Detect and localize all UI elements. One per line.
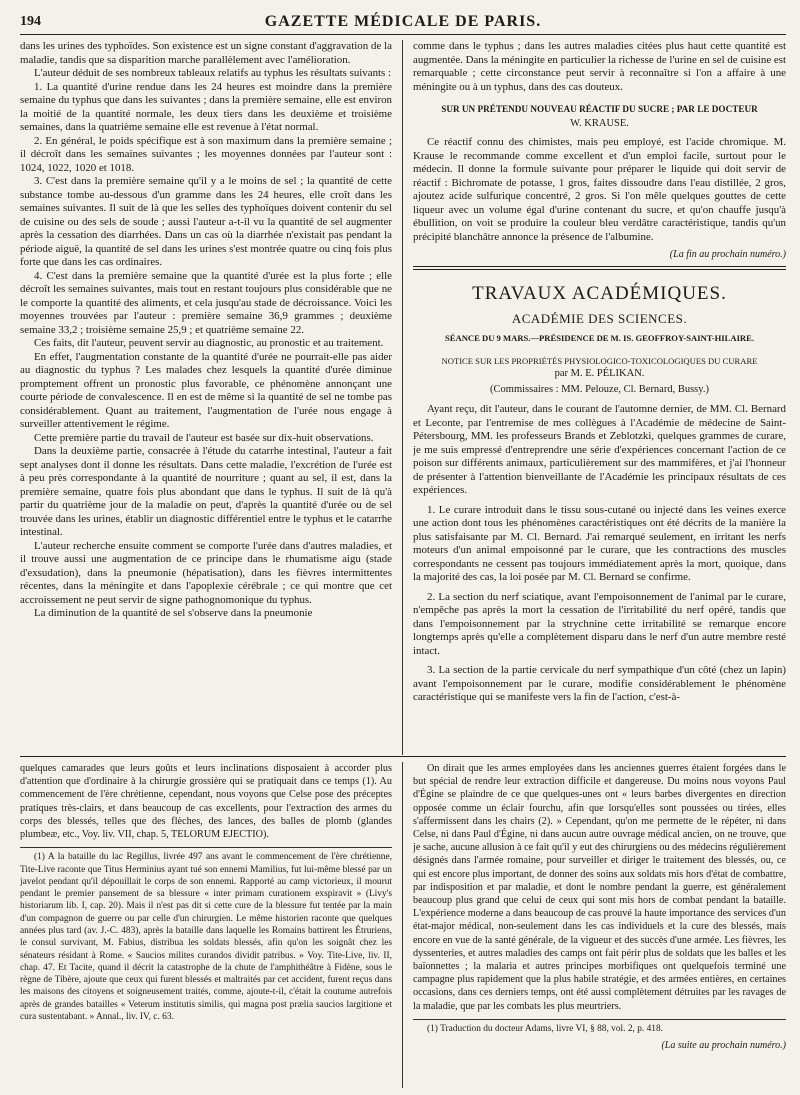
paragraph: 2. La section du nerf sciatique, avant l'empoisonnement de l'animal par le curare, n'empêche pas après la mort la cessation de l'irritabilité du nerf opéré, tandis que dans l'empoisonnement par la strychnine cette irritabilité se remarque encore longtemps après qu'elle a complètement disparu dans le nerf d'un autre membre resté intact. xyxy=(413,590,786,657)
section-paragraph: Ce réactif connu des chimistes, mais peu employé, est l'acide chromique. M. Krause le recommande comme excellent et d'un emploi facile, surtout pour le médecin. Il donne la formule suivante pour préparer le liquide qui doit servir de réactif : Bichromate de potasse, 1 gros, faites dissoudre dans l'eau distillée, 2 gros, ajoutez acide sulfurique concentré, 2 gros. Si l'on mêle quelques gouttes de cette liqueur avec un volume égal d'urine contenant du sucre, et qu'on chauffe jusqu'à ébullition, on voit se produire la couleur bleu verdâtre caractéristique, tandis qu'un précipité blanchâtre annonce la présence de l'albumine. xyxy=(413,136,786,243)
column-divider xyxy=(402,762,403,1088)
paragraph: 3. La section de la partie cervicale du nerf sympathique d'un côté (chez un lapin) avant l'empoisonnement par le curare, modifie considérablement le phénomène caractéristique qui se manifeste vers la fin de l'action, c'est-à- xyxy=(413,664,786,703)
section-heading: SUR UN PRÉTENDU NOUVEAU RÉACTIF DU SUCRE ; PAR LE DOCTEUR xyxy=(441,104,758,114)
footnote xyxy=(413,1023,786,1035)
page-number: 194 xyxy=(20,14,41,29)
paragraph: La diminution de la quantité de sel s'observe dans la pneumonie xyxy=(34,607,313,619)
section-author: W. KRAUSE. xyxy=(570,118,629,129)
upper-section xyxy=(20,40,786,755)
paragraph: L'auteur recherche ensuite comment se comporte l'urée dans d'autres maladies, et il trouve aussi une augmentation de ce principe dans le rhumatisme aigu (stade d'exsudation), dans la pneumonie (hépatisation), dans les fièvres intermittentes récentes, dans la méningite et dans l'apoplexie cérébrale ; ce qui montre que cet accroissement ne peut servir de signe pathognomonique du typhus. xyxy=(20,539,392,606)
upper-right-column xyxy=(413,40,786,755)
paragraph: L'auteur déduit de ses nombreux tableaux relatifs au typhus les résultats suivants : xyxy=(34,67,392,79)
paragraph: Ayant reçu, dit l'auteur, dans le courant de l'automne dernier, de MM. Cl. Bernard et Leconte, par l'entremise de mes collègues à l'Académie de médecine de Saint-Pétersbourg, MM. les professeurs Brands et Zeblotzki, quelques grammes de curare, je me suis empressé d'entreprendre une série d'expériences concernant l'action de ce poison sur différents animaux, particulièrement sur des mammifères, et j'ai l'honneur de présenter à l'attention bienveillante de l'Académie les principaux résultats de ces expériences. xyxy=(413,403,786,496)
footnote xyxy=(20,851,392,1023)
footnote-rule xyxy=(20,847,392,848)
paragraph: 2. En général, le poids spécifique est à son maximum dans la première semaine ; il décroît dans les semaines suivantes ; les moyennes données par l'auteur sont : 1024, 1022, 1020 et 1018. xyxy=(20,134,392,174)
double-rule xyxy=(413,266,786,270)
paragraph: 3. C'est dans la première semaine qu'il y a le moins de sel ; la quantité de cette substance tombe au-dessous d'un gramme dans les 24 heures, elle croît dans les semaines suivantes. Il suit de là que les selles des typhoïques doivent contenir du sel de cuisine ou des sels de soude ; aussi l'auteur a-t-il vu la quantité de sel augmenter après la cessation des diarrhées. Dans un cas où la diarrhée n'existait pas pendant la période aiguë, la quantité de sel dans les urines s'est montrée quatre ou cinq fois plus forte que dans les cas ordinaires. xyxy=(20,175,392,268)
continued-note: (La suite au prochain numéro.) xyxy=(661,1040,786,1052)
lower-right-column xyxy=(413,762,786,1088)
footnote-text: (1) Traduction du docteur Adams, livre VI, § 88, vol. 2, p. 418. xyxy=(427,1023,664,1034)
paragraph: 1. Le curare introduit dans le tissu sous-cutané ou injecté dans les veines exerce une action dont tous les phénomènes caractéristiques ont été décrits de la manière la plus satisfaisante par M. Cl. Bernard. J'ai remarqué seulement, en irritant les nerfs moteurs d'un animal empoisonné par le curare, que les contractions des muscles correspondants ne cessent pas toujours immédiatement après la mort, quoique, dans la majorité des cas, la loi posée par M. Cl. Bernard se confirme. xyxy=(413,503,786,583)
paragraph: On dirait que les armes employées dans les anciennes guerres étaient forgées dans le but spécial de rendre leur extraction difficile et dangereuse. Du moins nous voyons Paul d'Égine se plaindre de ce que quelques-unes ont « leurs barbes divergentes en direction opposée comme un éclair fourchu, afin que lorsqu'elles sont poussées ou tirées, elles s'affermissent dans les chairs (2). » Cependant, qu'on me permette de le répéter, ni dans Celse, ni dans Paul d'Égine, ni dans aucun autre ouvrage médical ancien, on ne trouve, que je sache, aucune allusion à ce fait qu'il y eut des chirurgiens ou des médecins régulièrement désignés dans l'armée romaine, pour surveiller et diriger le traitement des blessés, ou, ce qui est encore plus important, de donner des soins aux soldats mis hors d'état de combattre, par indisposition et par maladie, et dont le nombre pendant la guerre, est généralement beaucoup plus grand que celui de ceux qui sont mis hors de combat pendant la bataille. L'expérience moderne a dans beaucoup de cas prouvé la haute importance des services d'un état-major médical, non-seulement dans les cas individuels et la cure des blessés, mais encore en vue de la santé générale, de la vigueur et des succès d'une armée. Les fièvres, les dyssenteries, et autres maladies des camps ont fait périr plus de soldats que les balles et les baïonnettes ; la malaria et autres principes morbifiques ont quelquefois terminé une campagne plus rapidement que la plus habile stratégie, et des armées entières, en certaines occasions, dans ces derniers temps, ont été aussi complètement détruites par les ravages de la maladie, que par les combats les plus meurtriers. xyxy=(413,763,786,1012)
lower-left-column xyxy=(20,762,392,1088)
continuation-paragraph: comme dans le typhus ; dans les autres maladies citées plus haut cette quantité est augmentée. Dans la méningite en particulier la richesse de l'urine en sel de cuisine est remarquable ; cette circonstance peut servir à reconnaître si l'on a affaire à une méningite ou à un typhus, dans des cas douteux. xyxy=(413,40,786,93)
footnote-rule xyxy=(413,1019,786,1020)
notice-title: NOTICE SUR LES PROPRIÉTÉS PHYSIOLOGICO-TOXICOLOGIQUES DU CURARE xyxy=(441,356,758,366)
travaux-title: TRAVAUX ACADÉMIQUES. xyxy=(472,283,727,304)
continued-note: (La fin au prochain numéro.) xyxy=(669,249,786,260)
paragraph: Ces faits, dit l'auteur, peuvent servir au diagnostic, au pronostic et au traitement. xyxy=(34,337,384,349)
paragraph: 4. C'est dans la première semaine que la quantité d'urée est la plus forte ; elle décroît les semaines suivantes, mais tout en restant toujours plus considérable que ne le comporte la quantité des aliments, et cela jusqu'au stade de décroissance. Voici les moyennes trouvées par l'auteur : première semaine 36,9 grammes ; deuxième semaine 33,2 ; troisième semaine 25,9 ; et quatrième semaine 22. xyxy=(20,269,392,336)
paragraph: Cette première partie du travail de l'auteur est basée sur dix-huit observations. xyxy=(34,431,374,444)
commissaires: (Commissaires : MM. Pelouze, Cl. Bernard, Bussy.) xyxy=(490,384,709,395)
paragraph: En effet, l'augmentation constante de la quantité d'urée ne pourrait-elle pas aider au diagnostic du typhus ? Les malades chez lesquels la quantité d'urée diminue promptement offrent un pronostic plus favorable, ce phénomène annonçant une courte période de convalescence. Il en est de même si la quantité de sel ne tombe pas considérablement. Quant au traitement, l'augmentation de l'urée nous engage à surveiller attentivement le régime. xyxy=(20,350,392,430)
paragraph: quelques camarades que leurs goûts et leurs inclinations disposaient à accorder plus d'attention que d'ordinaire à la chirurgie grossière qui se pratiquait dans ce temps (1). Au commencement de l'ère chrétienne, cependant, nous voyons que Celse pose des préceptes pratiques très-clairs, et dans beaucoup de cas excellents, pour l'extraction des armes du corps des blessés, telles que des flèches, des lances, des balles de plomb (glandes plumbeæ, etc., Voy. liv. VII, chap. 5, TELORUM EJECTIO). xyxy=(20,763,392,841)
seance-line: SÉANCE DU 9 MARS.—PRÉSIDENCE DE M. IS. GEOFFROY-SAINT-HILAIRE. xyxy=(444,333,755,343)
journal-title: GAZETTE MÉDICALE DE PARIS. xyxy=(264,13,542,30)
lower-section xyxy=(20,762,786,1088)
notice-author: par M. E. PÉLIKAN. xyxy=(554,368,645,379)
newspaper-page xyxy=(20,10,786,1088)
paragraph: 1. La quantité d'urine rendue dans les 24 heures est moindre dans la première semaine du typhus que dans les suivantes ; dans la première semaine, elle est environ la moitié de la quantité normale, les deux tiers dans les deuxième et troisième semaines, dans la quatrième semaine elle est revenue à l'état normal. xyxy=(20,80,392,133)
footnote-text: (1) A la bataille du lac Regillus, livrée 497 ans avant le commencement de l'ère chrétienne, Tite-Live raconte que Titus Herminius ayant tué son ennemi Mamilius, fut lui-même blessé par un javelot pendant qu'il dépouillait le corps de son ennemi. Rapporté au camp victorieux, il mourut pendant le premier pansement de sa blessure « inter primam curationem exspiravit » (Livy's historiarum lib. I, cap. 20). Mais il n'est pas dit si cette cure de la blessure fut tentée par la main d'un compagnon de guerre ou par celle d'un chirurgien. Le même historien raconte que quelques années plus tard (av. J.-C. 483), après la bataille dans laquelle les Romains battirent les Étruriens, le consul survivant, M. Fabius, distribua les soldats blessés, afin qu'on les soignât chez les sénateurs résidant à Rome. « Saucios milites curandos dividit patribus. » Voy. Tite-Live, liv. II, chap. 47. Et Tacite, quand il décrit la catastrophe de la chute de l'amphithéâtre à Fidène, sous le règne de Tibère, ajoute que ceux qui furent blessés et maltraités par cet accident, furent reçus dans les maisons des citoyens et soigneusement traités, comme, ajoute-t-il, c'était la coutume autrefois après de grandes batailles « Veterum institutis similis, qui magna post prælia saucios largitione et cura sustentabant. » Annal., liv. IV, c. 63. xyxy=(20,852,392,1023)
section-divider xyxy=(20,756,786,757)
page-header xyxy=(20,10,786,35)
academie-heading: ACADÉMIE DES SCIENCES. xyxy=(511,311,688,326)
upper-left-column xyxy=(20,40,392,755)
paragraph: Dans la deuxième partie, consacrée à l'étude du catarrhe intestinal, l'auteur a fait sept analyses dont il donne les résultats. Dans cette maladie, l'excrétion de l'urée est à peu près correspondante à la quantité de nourriture ; quant au sel, il est, dans la première semaine, quatre fois plus abondant que dans le typhus. Il suit de là qu'à partir du quatrième jour de la maladie on peut, d'après la quantité d'urée ou de sel trouvée dans les urines, établir un diagnostic différentiel entre le typhus et le catarrhe intestinal. xyxy=(20,445,392,538)
column-divider xyxy=(402,40,403,755)
paragraph: dans les urines des typhoïdes. Son existence est un signe constant d'aggravation de la maladie, tandis que sa disparition marche parallèlement avec l'amélioration. xyxy=(20,40,392,66)
